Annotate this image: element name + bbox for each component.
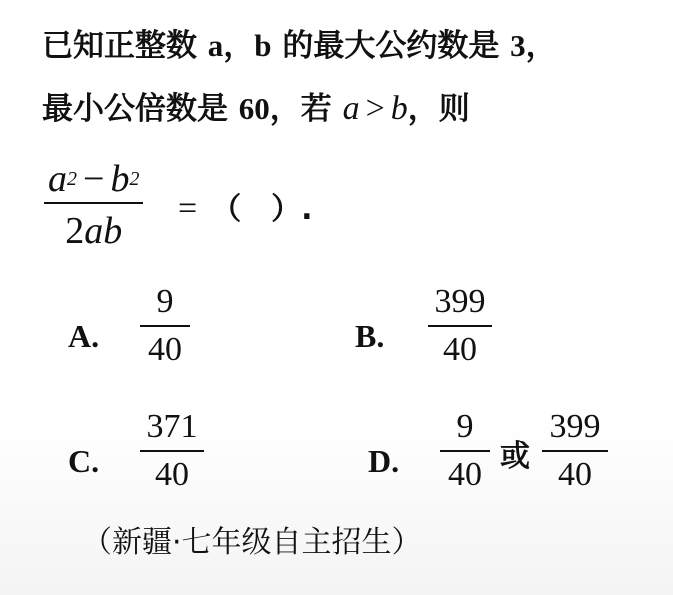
option-c-numerator: 371 [146,408,198,445]
option-b-denominator: 40 [443,331,477,368]
var-a: a [207,28,224,63]
option-a-fraction [140,285,190,367]
stem-comma: ， [223,28,255,64]
option-b-fraction [428,285,492,367]
option-a-denominator: 40 [148,331,182,368]
answer-blank: （ ）. [211,192,313,227]
stem-text: 最小公倍数是 [42,91,239,127]
expression-denominator [65,204,122,250]
option-d-fraction-1 [440,410,490,492]
option-a-numerator: 9 [156,283,174,320]
option-d-connector: 或 [500,439,530,474]
option-d-numerator-1: 9 [456,408,474,445]
gcd-value: 3 [510,28,526,63]
question-line-1 [42,30,662,62]
option-d-numerator-2: 399 [549,408,601,445]
num-b-exponent: 2 [129,168,140,190]
stem-text: 已知正整数 [42,28,208,64]
num-b: b [110,158,130,200]
option-d-label: D. [368,443,400,479]
ineq-b: b [390,90,408,127]
option-a-label: A. [68,318,100,354]
option-c-label: C. [68,443,100,479]
equals-sign: = [178,190,198,227]
option-c-denominator: 40 [155,456,189,493]
option-d-fraction-2 [542,410,608,492]
equation-tail [178,192,313,226]
expression-numerator [44,160,143,202]
stem-comma: ， [525,28,557,64]
den-variables: ab [84,210,123,252]
question-line-2 [42,92,662,126]
den-coefficient: 2 [65,210,85,252]
stem-text: ，若 [269,91,343,127]
var-b: b [254,28,272,63]
num-a-exponent: 2 [67,168,77,190]
stem-text: 的最大公约数是 [271,28,511,64]
source-note: （新疆·七年级自主招生） [82,525,422,560]
ineq-operator: > [365,90,385,127]
num-a: a [48,158,67,200]
option-b-numerator: 399 [434,283,486,320]
option-b-label: B. [355,318,385,354]
option-c-fraction [140,410,204,492]
ineq-a: a [342,90,360,127]
lcm-value: 60 [238,91,270,126]
minus-sign: − [83,158,105,200]
expression-fraction [44,160,143,250]
option-d-denominator-1: 40 [448,456,482,493]
option-d-denominator-2: 40 [558,456,592,493]
stem-text: ，则 [407,91,470,127]
